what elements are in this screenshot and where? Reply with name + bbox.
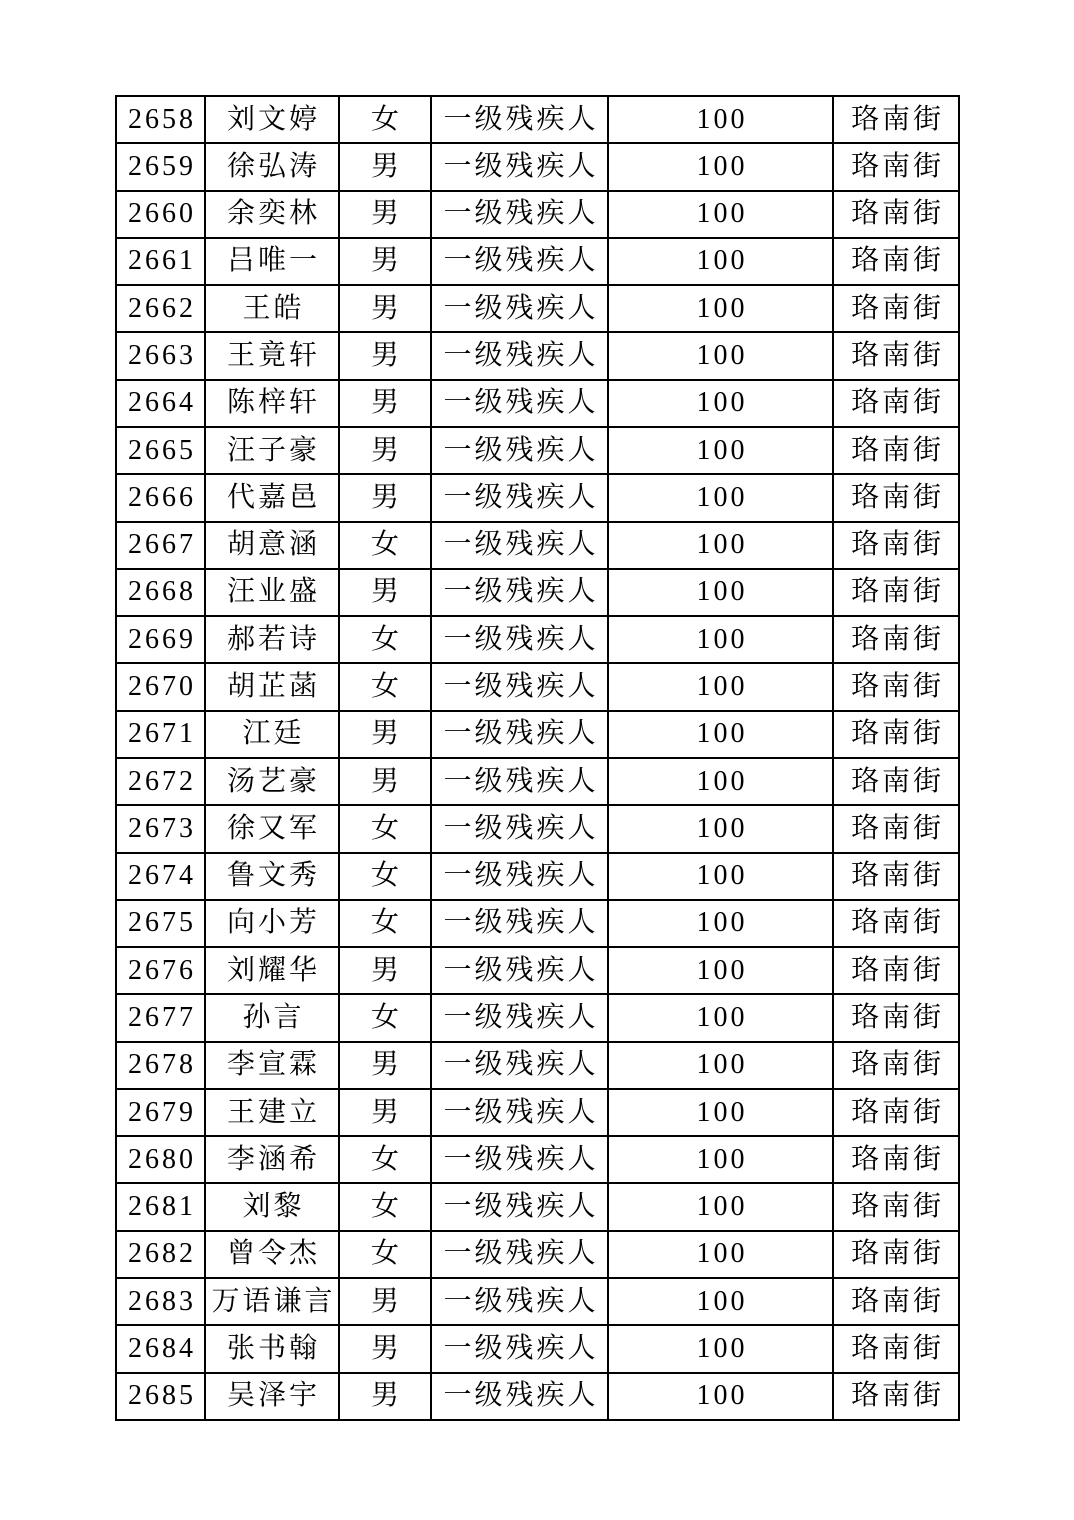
table-row	[116, 1278, 959, 1325]
cell-category: 一级残疾人	[431, 1042, 608, 1089]
cell-category: 一级残疾人	[431, 1136, 608, 1183]
cell-district: 珞南街	[833, 1089, 959, 1136]
cell-serial-number: 2681	[116, 1183, 205, 1230]
cell-name: 李涵希	[205, 1136, 339, 1183]
table-row	[116, 805, 959, 852]
cell-amount: 100	[608, 522, 833, 569]
cell-amount: 100	[608, 1136, 833, 1183]
cell-category: 一级残疾人	[431, 663, 608, 710]
cell-serial-number: 2668	[116, 569, 205, 616]
cell-category: 一级残疾人	[431, 1089, 608, 1136]
cell-amount: 100	[608, 1042, 833, 1089]
cell-category: 一级残疾人	[431, 427, 608, 474]
table-row	[116, 947, 959, 994]
table-body	[116, 96, 959, 1420]
cell-gender: 男	[339, 285, 431, 332]
cell-name: 刘文婷	[205, 96, 339, 143]
cell-serial-number: 2676	[116, 947, 205, 994]
cell-district: 珞南街	[833, 663, 959, 710]
cell-category: 一级残疾人	[431, 711, 608, 758]
cell-amount: 100	[608, 1373, 833, 1420]
table-row	[116, 522, 959, 569]
cell-gender: 男	[339, 1042, 431, 1089]
cell-amount: 100	[608, 238, 833, 285]
cell-district: 珞南街	[833, 1136, 959, 1183]
cell-name: 汤艺豪	[205, 758, 339, 805]
table-row	[116, 143, 959, 190]
cell-category: 一级残疾人	[431, 380, 608, 427]
cell-amount: 100	[608, 805, 833, 852]
cell-district: 珞南街	[833, 522, 959, 569]
cell-name: 吕唯一	[205, 238, 339, 285]
table-row	[116, 758, 959, 805]
cell-serial-number: 2685	[116, 1373, 205, 1420]
cell-gender: 男	[339, 1089, 431, 1136]
cell-category: 一级残疾人	[431, 853, 608, 900]
cell-category: 一级残疾人	[431, 1183, 608, 1230]
cell-name: 江廷	[205, 711, 339, 758]
cell-district: 珞南街	[833, 238, 959, 285]
cell-amount: 100	[608, 427, 833, 474]
cell-name: 徐弘涛	[205, 143, 339, 190]
cell-serial-number: 2665	[116, 427, 205, 474]
cell-category: 一级残疾人	[431, 1278, 608, 1325]
cell-category: 一级残疾人	[431, 238, 608, 285]
cell-amount: 100	[608, 1183, 833, 1230]
cell-name: 王皓	[205, 285, 339, 332]
cell-gender: 男	[339, 332, 431, 379]
cell-serial-number: 2663	[116, 332, 205, 379]
cell-name: 刘黎	[205, 1183, 339, 1230]
table-row	[116, 663, 959, 710]
table-row	[116, 1089, 959, 1136]
cell-name: 胡芷菡	[205, 663, 339, 710]
table-row	[116, 474, 959, 521]
cell-gender: 女	[339, 1136, 431, 1183]
cell-name: 向小芳	[205, 900, 339, 947]
cell-district: 珞南街	[833, 853, 959, 900]
cell-category: 一级残疾人	[431, 522, 608, 569]
cell-name: 张书翰	[205, 1325, 339, 1372]
cell-gender: 男	[339, 1278, 431, 1325]
cell-gender: 男	[339, 143, 431, 190]
cell-name: 汪子豪	[205, 427, 339, 474]
cell-gender: 男	[339, 1325, 431, 1372]
cell-amount: 100	[608, 191, 833, 238]
cell-amount: 100	[608, 994, 833, 1041]
cell-district: 珞南街	[833, 805, 959, 852]
cell-gender: 女	[339, 1183, 431, 1230]
table-row	[116, 427, 959, 474]
cell-category: 一级残疾人	[431, 805, 608, 852]
cell-name: 郝若诗	[205, 616, 339, 663]
table-row	[116, 1042, 959, 1089]
table-row	[116, 1325, 959, 1372]
cell-gender: 女	[339, 900, 431, 947]
cell-gender: 男	[339, 474, 431, 521]
table-row	[116, 238, 959, 285]
cell-district: 珞南街	[833, 427, 959, 474]
cell-amount: 100	[608, 711, 833, 758]
cell-district: 珞南街	[833, 616, 959, 663]
cell-name: 陈梓轩	[205, 380, 339, 427]
cell-serial-number: 2670	[116, 663, 205, 710]
cell-amount: 100	[608, 96, 833, 143]
cell-amount: 100	[608, 758, 833, 805]
cell-gender: 男	[339, 758, 431, 805]
table-row	[116, 1231, 959, 1278]
cell-amount: 100	[608, 143, 833, 190]
cell-category: 一级残疾人	[431, 900, 608, 947]
table-row	[116, 1373, 959, 1420]
cell-gender: 男	[339, 711, 431, 758]
cell-name: 胡意涵	[205, 522, 339, 569]
cell-serial-number: 2677	[116, 994, 205, 1041]
cell-gender: 男	[339, 427, 431, 474]
cell-serial-number: 2683	[116, 1278, 205, 1325]
cell-district: 珞南街	[833, 1325, 959, 1372]
cell-gender: 女	[339, 96, 431, 143]
table-row	[116, 96, 959, 143]
cell-gender: 男	[339, 947, 431, 994]
cell-serial-number: 2666	[116, 474, 205, 521]
cell-category: 一级残疾人	[431, 1373, 608, 1420]
cell-district: 珞南街	[833, 332, 959, 379]
cell-category: 一级残疾人	[431, 96, 608, 143]
cell-serial-number: 2673	[116, 805, 205, 852]
table-row	[116, 994, 959, 1041]
cell-name: 刘耀华	[205, 947, 339, 994]
cell-district: 珞南街	[833, 143, 959, 190]
cell-district: 珞南街	[833, 191, 959, 238]
cell-amount: 100	[608, 1278, 833, 1325]
cell-name: 李宣霖	[205, 1042, 339, 1089]
table-row	[116, 285, 959, 332]
table-row	[116, 853, 959, 900]
table-row	[116, 191, 959, 238]
cell-district: 珞南街	[833, 380, 959, 427]
cell-district: 珞南街	[833, 1183, 959, 1230]
cell-category: 一级残疾人	[431, 474, 608, 521]
cell-district: 珞南街	[833, 96, 959, 143]
cell-category: 一级残疾人	[431, 285, 608, 332]
cell-district: 珞南街	[833, 569, 959, 616]
cell-district: 珞南街	[833, 947, 959, 994]
cell-serial-number: 2671	[116, 711, 205, 758]
cell-gender: 男	[339, 569, 431, 616]
cell-serial-number: 2679	[116, 1089, 205, 1136]
cell-category: 一级残疾人	[431, 616, 608, 663]
cell-serial-number: 2678	[116, 1042, 205, 1089]
cell-amount: 100	[608, 947, 833, 994]
cell-amount: 100	[608, 663, 833, 710]
cell-district: 珞南街	[833, 711, 959, 758]
cell-name: 余奕林	[205, 191, 339, 238]
cell-name: 曾令杰	[205, 1231, 339, 1278]
cell-amount: 100	[608, 1231, 833, 1278]
cell-district: 珞南街	[833, 994, 959, 1041]
cell-serial-number: 2662	[116, 285, 205, 332]
cell-name: 万语谦言	[205, 1278, 339, 1325]
table-row	[116, 380, 959, 427]
cell-serial-number: 2664	[116, 380, 205, 427]
cell-serial-number: 2672	[116, 758, 205, 805]
cell-serial-number: 2680	[116, 1136, 205, 1183]
cell-gender: 男	[339, 191, 431, 238]
cell-category: 一级残疾人	[431, 1231, 608, 1278]
cell-name: 孙言	[205, 994, 339, 1041]
cell-amount: 100	[608, 569, 833, 616]
cell-amount: 100	[608, 853, 833, 900]
cell-category: 一级残疾人	[431, 947, 608, 994]
cell-gender: 女	[339, 522, 431, 569]
cell-serial-number: 2659	[116, 143, 205, 190]
cell-category: 一级残疾人	[431, 1325, 608, 1372]
cell-district: 珞南街	[833, 1278, 959, 1325]
cell-name: 王建立	[205, 1089, 339, 1136]
cell-serial-number: 2675	[116, 900, 205, 947]
cell-name: 代嘉邑	[205, 474, 339, 521]
table-row	[116, 569, 959, 616]
cell-name: 鲁文秀	[205, 853, 339, 900]
cell-serial-number: 2660	[116, 191, 205, 238]
cell-category: 一级残疾人	[431, 994, 608, 1041]
cell-amount: 100	[608, 1089, 833, 1136]
table-row	[116, 1183, 959, 1230]
cell-gender: 男	[339, 238, 431, 285]
cell-serial-number: 2661	[116, 238, 205, 285]
cell-serial-number: 2658	[116, 96, 205, 143]
cell-serial-number: 2674	[116, 853, 205, 900]
cell-amount: 100	[608, 900, 833, 947]
cell-amount: 100	[608, 474, 833, 521]
cell-gender: 男	[339, 380, 431, 427]
cell-name: 汪业盛	[205, 569, 339, 616]
cell-serial-number: 2667	[116, 522, 205, 569]
cell-district: 珞南街	[833, 285, 959, 332]
cell-category: 一级残疾人	[431, 332, 608, 379]
cell-category: 一级残疾人	[431, 569, 608, 616]
cell-district: 珞南街	[833, 1042, 959, 1089]
table-row	[116, 1136, 959, 1183]
cell-district: 珞南街	[833, 900, 959, 947]
cell-district: 珞南街	[833, 1231, 959, 1278]
cell-gender: 男	[339, 1373, 431, 1420]
cell-amount: 100	[608, 332, 833, 379]
table-row	[116, 616, 959, 663]
cell-category: 一级残疾人	[431, 191, 608, 238]
cell-district: 珞南街	[833, 1373, 959, 1420]
cell-serial-number: 2684	[116, 1325, 205, 1372]
cell-gender: 女	[339, 853, 431, 900]
disability-subsidy-table	[115, 95, 960, 1421]
cell-gender: 女	[339, 1231, 431, 1278]
cell-amount: 100	[608, 1325, 833, 1372]
cell-amount: 100	[608, 616, 833, 663]
cell-amount: 100	[608, 380, 833, 427]
cell-category: 一级残疾人	[431, 143, 608, 190]
cell-amount: 100	[608, 285, 833, 332]
table-row	[116, 711, 959, 758]
cell-gender: 女	[339, 994, 431, 1041]
cell-gender: 女	[339, 616, 431, 663]
cell-gender: 女	[339, 805, 431, 852]
cell-name: 徐又军	[205, 805, 339, 852]
table-row	[116, 900, 959, 947]
table-row	[116, 332, 959, 379]
cell-name: 吴泽宇	[205, 1373, 339, 1420]
cell-serial-number: 2682	[116, 1231, 205, 1278]
cell-serial-number: 2669	[116, 616, 205, 663]
cell-district: 珞南街	[833, 758, 959, 805]
cell-gender: 女	[339, 663, 431, 710]
cell-category: 一级残疾人	[431, 758, 608, 805]
cell-district: 珞南街	[833, 474, 959, 521]
cell-name: 王竟轩	[205, 332, 339, 379]
